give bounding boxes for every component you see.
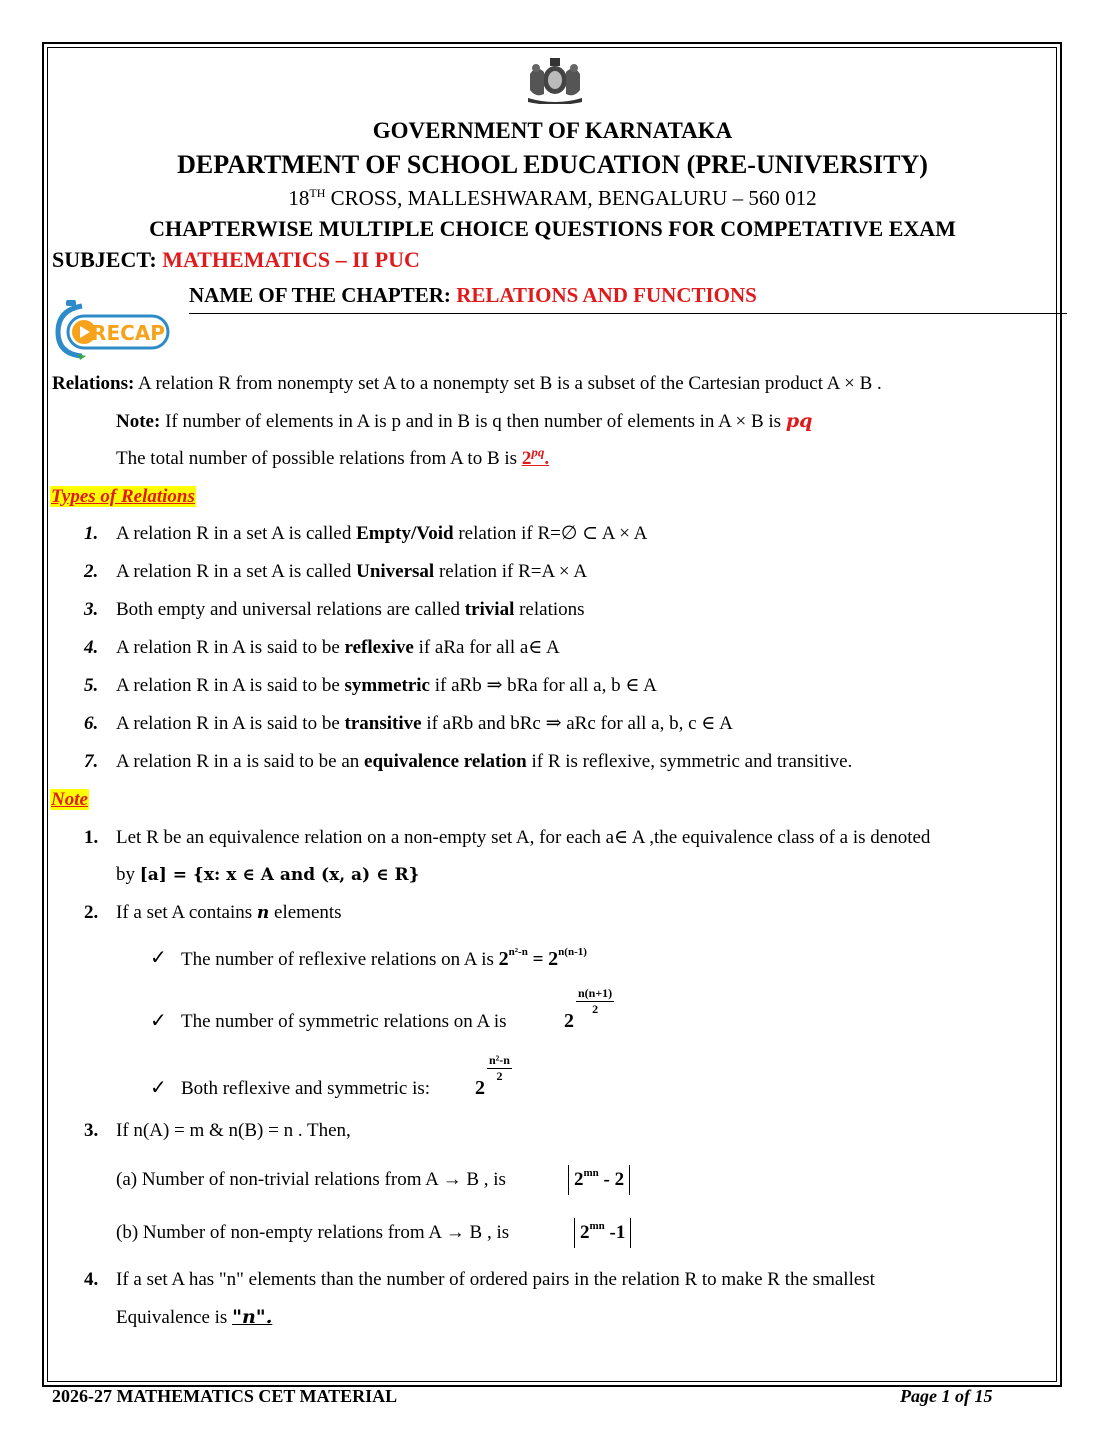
header-exam-title: CHAPTERWISE MULTIPLE CHOICE QUESTIONS FOR COMPETATIVE EXAM [149,216,956,241]
relations-note: Note: If number of elements in A is p and in B is q then number of elements in A × B is pq [116,410,813,432]
type-number: 1. [84,523,99,544]
type-number: 5. [84,675,99,696]
note-number: 4. [84,1269,99,1290]
footer-left: 2026-27 MATHEMATICS CET MATERIAL [52,1386,398,1406]
type-item: A relation R in A is said to be transitive if aRb and bRc ⇒ aRc for all a, b, c ∈ A [116,713,733,734]
type-number: 6. [84,713,99,734]
header-government: GOVERNMENT OF KARNATAKA [372,118,733,143]
check-icon: ✓ [150,1010,167,1032]
note-number: 3. [84,1120,99,1141]
header-department: DEPARTMENT OF SCHOOL EDUCATION (PRE-UNIVERSITY) [177,150,928,179]
type-number: 7. [84,751,99,772]
types-heading: Types of Relations [51,486,195,507]
note-heading: Note [51,789,88,810]
note-3-text: If n(A) = m & n(B) = n . Then, [116,1120,351,1141]
chapter-line: NAME OF THE CHAPTER: RELATIONS AND FUNCTIONS [189,283,757,307]
type-item: A relation R in A is said to be symmetric if aRb ⇒ bRa for all a, b ∈ A [116,675,657,696]
note-1-line-2: by [a] = {x: x ∈ A and (x, a) ∈ R} [116,864,420,885]
check-symmetric-base: 2 [564,1010,574,1032]
check-both-base: 2 [475,1077,485,1099]
check-symmetric-exponent: $\frac{n(n+1)}{2}$ [578,986,613,1016]
chapter-underline [189,313,1067,314]
type-item: A relation R in a is said to be an equivalence relation if R is reflexive, symmetric and transitive. [116,751,853,772]
note-4-line-2: Equivalence is "n". [116,1306,273,1328]
recap-text: RECAP [91,321,165,345]
type-item: Both empty and universal relations are called trivial relations [116,599,585,620]
check-reflexive: The number of reflexive relations on A is $2^{n^2-n} = 2^{n(n-1)}$ [181,946,587,970]
recap-badge-icon [52,296,174,362]
relations-definition: Relations: A relation R from nonempty set A to a nonempty set B is a subset of the Cartesian product A × B . [52,373,882,394]
type-number: 3. [84,599,99,620]
check-icon: ✓ [150,1077,167,1099]
type-item: A relation R in A is said to be reflexive if aRa for all a∈ A [116,637,560,658]
check-symmetric-text: The number of symmetric relations on A is [181,1011,507,1032]
note-3a-text: (a) Number of non-trivial relations from A → B , is [116,1169,506,1190]
karnataka-emblem-icon [522,54,588,104]
type-number: 2. [84,561,99,582]
check-icon: ✓ [150,947,167,969]
note-3b-bracket: $2^{mn}$ -1 [574,1218,631,1248]
type-item: A relation R in a set A is called Universal relation if R=A × A [116,561,588,582]
note-1-line-1: Let R be an equivalence relation on a non-empty set A, for each a∈ A ,the equivalence class of a is denoted [116,827,931,848]
subject-line: SUBJECT: MATHEMATICS – II PUC [52,247,420,272]
note-3a-bracket: $2^{mn} - 2$ [568,1165,630,1195]
relations-total: The total number of possible relations from A to B is $2^{pq}$. [116,444,550,469]
note-2-text: If a set A contains n elements [116,902,342,923]
type-number: 4. [84,637,99,658]
header-address: 18TH CROSS, MALLESHWARAM, BENGALURU – 560 012 [288,186,817,210]
footer-page-number: Page 1 of 15 [900,1386,993,1406]
check-both-text: Both reflexive and symmetric is: [181,1078,431,1099]
note-3b-text: (b) Number of non-empty relations from A → B , is [116,1222,510,1243]
type-item: A relation R in a set A is called Empty/Void relation if R=∅ ⊂ A × A [116,523,648,544]
note-4-line-1: If a set A has "n" elements than the number of ordered pairs in the relation R to make R the smallest [116,1269,875,1290]
note-number: 1. [84,827,99,848]
check-both-exponent: $\frac{\text{n²-n}}{2}$ [489,1053,510,1083]
note-number: 2. [84,902,99,923]
